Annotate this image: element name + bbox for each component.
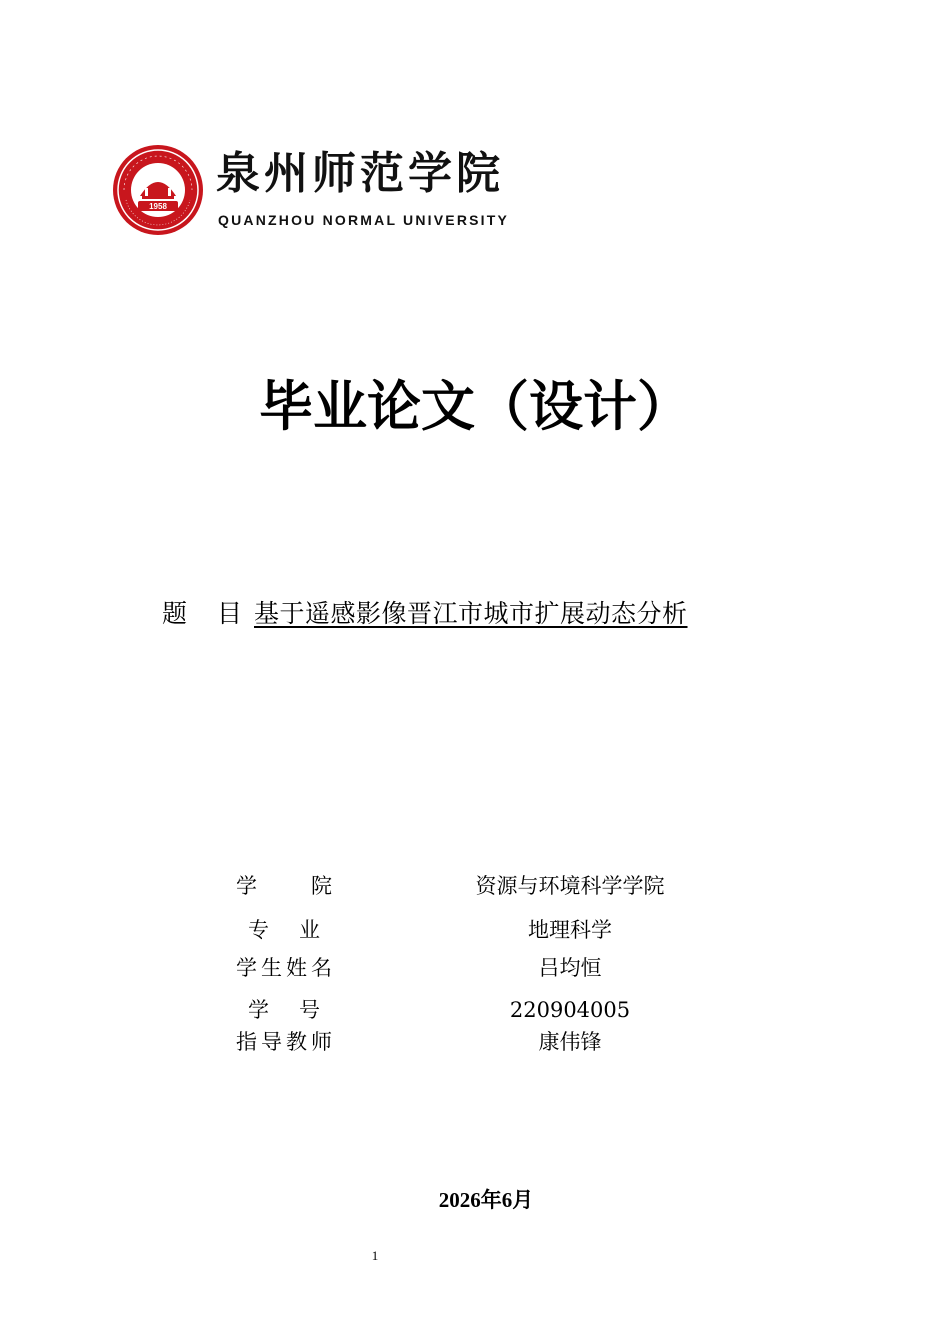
university-name-cn: 泉州师范学院 <box>216 148 504 199</box>
info-row-college <box>236 866 716 906</box>
topic-row <box>162 594 702 634</box>
page-number: 1 <box>371 1248 379 1263</box>
student-info-table <box>236 866 716 1066</box>
advisor-label: 指导教师 <box>236 1030 332 1054</box>
advisor-value: 康伟锋 <box>538 1030 602 1054</box>
info-row-major <box>236 910 716 950</box>
college-value: 资源与环境科学学院 <box>475 874 665 898</box>
university-seal-icon <box>112 144 204 236</box>
topic-value: 基于遥感影像晋江市城市扩展动态分析 <box>254 599 688 628</box>
student-id-value: 220904005 <box>509 998 631 1022</box>
college-label: 学院 <box>236 874 332 898</box>
university-name-en: QUANZHOU NORMAL UNIVERSITY <box>218 212 510 228</box>
student-id-label: 学号 <box>248 998 320 1022</box>
info-row-student-name <box>236 948 716 988</box>
major-value: 地理科学 <box>528 918 612 942</box>
topic-label: 题目 <box>162 599 273 628</box>
submission-date: 2026年6月 <box>438 1188 534 1212</box>
student-name-value: 吕均恒 <box>538 956 602 980</box>
university-logo <box>112 140 522 240</box>
document-title: 毕业论文（设计） <box>259 375 691 438</box>
student-name-label: 学生姓名 <box>236 956 332 980</box>
major-label: 专业 <box>248 918 320 942</box>
info-row-advisor <box>236 1022 716 1062</box>
seal-year: 1958 <box>149 202 167 211</box>
